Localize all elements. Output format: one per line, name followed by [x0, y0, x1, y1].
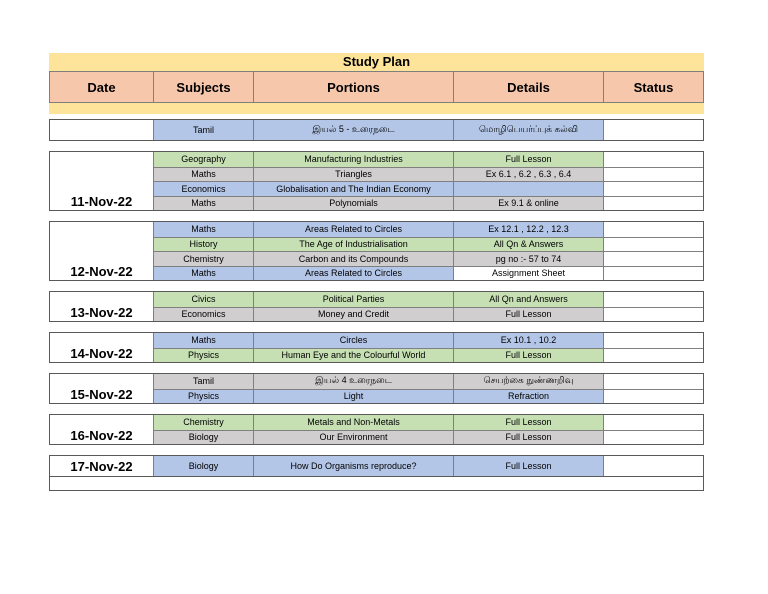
portion-cell[interactable]: இயல் 4 உரைநடை: [254, 374, 454, 389]
subject-cell[interactable]: Tamil: [154, 120, 254, 140]
table-row: [154, 181, 703, 196]
study-plan-sheet: [49, 53, 704, 491]
portion-cell[interactable]: Human Eye and the Colourful World: [254, 349, 454, 363]
table-row: [154, 196, 703, 211]
subject-cell[interactable]: Geography: [154, 152, 254, 167]
portion-cell[interactable]: Areas Related to Circles: [254, 222, 454, 237]
table-row: [154, 456, 703, 476]
portion-cell[interactable]: Circles: [254, 333, 454, 348]
portion-cell[interactable]: Money and Credit: [254, 308, 454, 322]
subject-cell[interactable]: Economics: [154, 182, 254, 196]
details-cell[interactable]: Ex 9.1 & online: [454, 197, 604, 211]
portion-cell[interactable]: இயல் 5 - உரைநடை: [254, 120, 454, 140]
sheet-title: Study Plan: [49, 53, 704, 71]
portion-cell[interactable]: Globalisation and The Indian Economy: [254, 182, 454, 196]
status-cell[interactable]: [604, 349, 702, 363]
date-cell[interactable]: 16-Nov-22: [50, 415, 154, 444]
details-cell[interactable]: Full Lesson: [454, 349, 604, 363]
table-row: [154, 374, 703, 389]
subject-cell[interactable]: Maths: [154, 222, 254, 237]
date-cell[interactable]: [50, 120, 154, 140]
status-cell[interactable]: [604, 168, 702, 182]
status-cell[interactable]: [604, 374, 702, 389]
status-cell[interactable]: [604, 267, 702, 281]
portion-cell[interactable]: Manufacturing Industries: [254, 152, 454, 167]
portion-cell[interactable]: Light: [254, 390, 454, 404]
subject-cell[interactable]: Biology: [154, 456, 254, 476]
status-cell[interactable]: [604, 431, 702, 445]
subject-cell[interactable]: Chemistry: [154, 252, 254, 266]
details-cell[interactable]: Ex 6.1 , 6.2 , 6.3 , 6.4: [454, 168, 604, 182]
status-cell[interactable]: [604, 238, 702, 252]
status-cell[interactable]: [604, 222, 702, 237]
header-details: Details: [453, 72, 603, 102]
day-group: [49, 221, 704, 281]
status-cell[interactable]: [604, 152, 702, 167]
day-group: [49, 414, 704, 445]
date-cell[interactable]: 17-Nov-22: [50, 456, 154, 476]
details-cell[interactable]: Full Lesson: [454, 431, 604, 445]
table-row: [154, 292, 703, 307]
day-group: [49, 291, 704, 322]
subject-cell[interactable]: Chemistry: [154, 415, 254, 430]
header-row: [49, 71, 704, 103]
status-cell[interactable]: [604, 197, 702, 211]
portion-cell[interactable]: Carbon and its Compounds: [254, 252, 454, 266]
subject-cell[interactable]: Civics: [154, 292, 254, 307]
day-group: [49, 151, 704, 211]
details-cell[interactable]: மொழிபெயர்ப்புக் கல்வி: [454, 120, 604, 140]
portion-cell[interactable]: Areas Related to Circles: [254, 267, 454, 281]
empty-row[interactable]: [49, 477, 704, 491]
date-cell[interactable]: 12-Nov-22: [50, 222, 154, 280]
subject-cell[interactable]: Maths: [154, 267, 254, 281]
subject-cell[interactable]: Maths: [154, 197, 254, 211]
table-row: [154, 237, 703, 252]
table-row: [154, 251, 703, 266]
day-group: [49, 119, 704, 141]
subject-cell[interactable]: Tamil: [154, 374, 254, 389]
table-row: [154, 307, 703, 322]
table-row: [154, 152, 703, 167]
portion-cell[interactable]: Triangles: [254, 168, 454, 182]
details-cell[interactable]: Refraction: [454, 390, 604, 404]
header-band: [49, 103, 704, 114]
portion-cell[interactable]: Metals and Non-Metals: [254, 415, 454, 430]
status-cell[interactable]: [604, 252, 702, 266]
portion-cell[interactable]: Political Parties: [254, 292, 454, 307]
table-row: [154, 389, 703, 404]
table-row: [154, 167, 703, 182]
subject-cell[interactable]: History: [154, 238, 254, 252]
header-portions: Portions: [253, 72, 453, 102]
details-cell[interactable]: [454, 182, 604, 196]
day-group: [49, 455, 704, 477]
status-cell[interactable]: [604, 456, 702, 476]
header-date: Date: [49, 72, 153, 102]
details-cell[interactable]: All Qn and Answers: [454, 292, 604, 307]
status-cell[interactable]: [604, 120, 702, 140]
table-row: [154, 266, 703, 281]
details-cell[interactable]: Ex 12.1 , 12.2 , 12.3: [454, 222, 604, 237]
details-cell[interactable]: Full Lesson: [454, 152, 604, 167]
portion-cell[interactable]: How Do Organisms reproduce?: [254, 456, 454, 476]
date-cell[interactable]: 11-Nov-22: [50, 152, 154, 210]
details-cell[interactable]: Full Lesson: [454, 456, 604, 476]
subject-cell[interactable]: Physics: [154, 349, 254, 363]
status-cell[interactable]: [604, 292, 702, 307]
details-cell[interactable]: Assignment Sheet: [454, 267, 604, 281]
table-row: [154, 430, 703, 445]
subject-cell[interactable]: Economics: [154, 308, 254, 322]
details-cell[interactable]: Ex 10.1 , 10.2: [454, 333, 604, 348]
status-cell[interactable]: [604, 308, 702, 322]
details-cell[interactable]: Full Lesson: [454, 415, 604, 430]
status-cell[interactable]: [604, 182, 702, 196]
table-row: [154, 415, 703, 430]
details-cell[interactable]: செயற்கை நுண்ணறிவு: [454, 374, 604, 389]
table-row: [154, 333, 703, 348]
status-cell[interactable]: [604, 333, 702, 348]
subject-cell[interactable]: Maths: [154, 168, 254, 182]
details-cell[interactable]: Full Lesson: [454, 308, 604, 322]
table-row: [154, 348, 703, 363]
portion-cell[interactable]: Polynomials: [254, 197, 454, 211]
date-cell[interactable]: 14-Nov-22: [50, 333, 154, 362]
subject-cell[interactable]: Maths: [154, 333, 254, 348]
table-row: [154, 222, 703, 237]
day-group: [49, 373, 704, 404]
status-cell[interactable]: [604, 390, 702, 404]
day-group: [49, 332, 704, 363]
header-status: Status: [603, 72, 704, 102]
details-cell[interactable]: All Qn & Answers: [454, 238, 604, 252]
status-cell[interactable]: [604, 415, 702, 430]
portion-cell[interactable]: The Age of Industrialisation: [254, 238, 454, 252]
header-subjects: Subjects: [153, 72, 253, 102]
date-cell[interactable]: 13-Nov-22: [50, 292, 154, 321]
subject-cell[interactable]: Physics: [154, 390, 254, 404]
date-cell[interactable]: 15-Nov-22: [50, 374, 154, 403]
table-row: [154, 120, 703, 140]
portion-cell[interactable]: Our Environment: [254, 431, 454, 445]
subject-cell[interactable]: Biology: [154, 431, 254, 445]
details-cell[interactable]: pg no :- 57 to 74: [454, 252, 604, 266]
